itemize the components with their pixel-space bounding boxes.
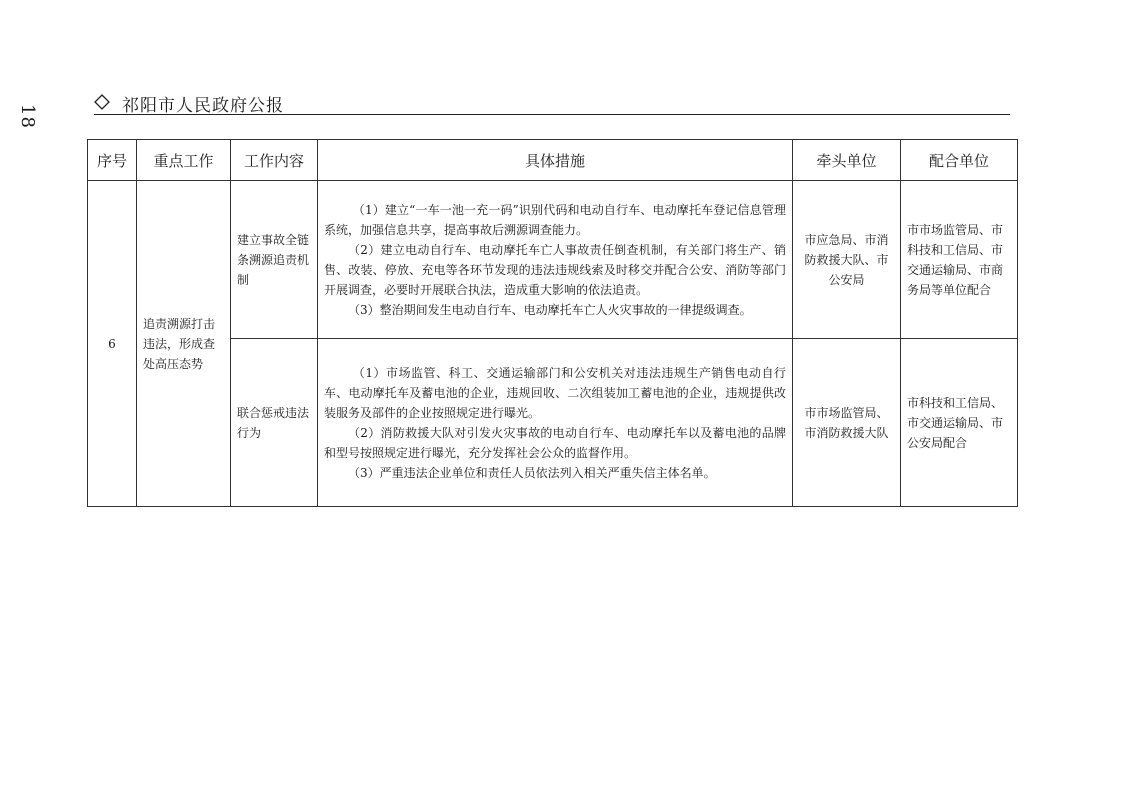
cooperating-unit-cell: 市市场监管局、市科技和工信局、市交通运输局、市商务局等单位配合: [901, 181, 1018, 339]
lead-unit-cell: 市应急局、市消防救援大队、市公安局: [793, 181, 901, 339]
bulletin-header: [94, 92, 1010, 115]
work-content-cell: 联合惩戒违法行为: [231, 339, 318, 507]
measure-item: （2）建立电动自行车、电动摩托车亡人事故责任倒查机制，有关部门将生产、销售、改装、停放、充电等各环节发现的违法违规线索及时移交并配合公安、消防等部门开展调查，必要时开展联合执法，造成重大影响的依法追责。: [324, 242, 786, 297]
header-number: 序号: [88, 140, 137, 181]
lead-unit-cell: 市市场监管局、市消防救援大队: [793, 339, 901, 507]
table-row: [88, 181, 1018, 339]
page-number: 18: [17, 104, 38, 129]
key-work-cell: 追责溯源打击违法，形成查处高压态势: [137, 181, 231, 507]
measures-cell: [318, 339, 793, 507]
table-header-row: [88, 140, 1018, 181]
measure-item: （1）建立“一车一池一充一码”识别代码和电动自行车、电动摩托车登记信息管理系统，加强信息共享，提高事故后溯源调查能力。: [324, 202, 786, 237]
measure-item: （1）市场监管、科工、交通运输部门和公安机关对违法违规生产销售电动自行车、电动摩托车及蓄电池的企业，违规回收、二次组装加工蓄电池的企业，违规提供改装服务及部件的企业按照规定进行曝光。: [324, 365, 786, 420]
header-measures: 具体措施: [318, 140, 793, 181]
header-cooperating-unit: 配合单位: [901, 140, 1018, 181]
cooperating-unit-cell: 市科技和工信局、市交通运输局、市公安局配合: [901, 339, 1018, 507]
measures-cell: [318, 181, 793, 339]
measures-table: [87, 139, 1018, 507]
header-lead-unit: 牵头单位: [793, 140, 901, 181]
row-number: 6: [88, 181, 137, 507]
header-key-work: 重点工作: [137, 140, 231, 181]
measure-item: （3）整治期间发生电动自行车、电动摩托车亡人火灾事故的一律提级调查。: [348, 302, 752, 317]
header-content: 工作内容: [231, 140, 318, 181]
diamond-icon: [94, 94, 110, 110]
measure-item: （2）消防救援大队对引发火灾事故的电动自行车、电动摩托车以及蓄电池的品牌和型号按照规定进行曝光，充分发挥社会公众的监督作用。: [324, 425, 786, 460]
work-content-cell: 建立事故全链条溯源追责机制: [231, 181, 318, 339]
bulletin-title: 祁阳市人民政府公报: [122, 96, 284, 116]
measure-item: （3）严重违法企业单位和责任人员依法列入相关严重失信主体名单。: [348, 465, 716, 480]
